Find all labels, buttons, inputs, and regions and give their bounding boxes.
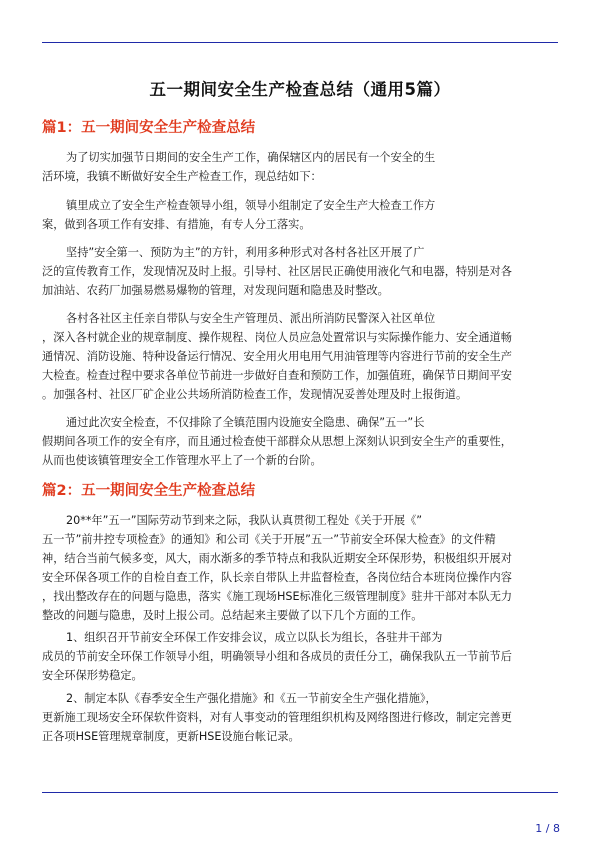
paragraph-8	[42, 689, 564, 746]
footer-rule	[42, 792, 558, 793]
section-heading-2: 篇2：五一期间安全生产检查总结	[42, 483, 256, 499]
paragraph-line: 泛的宣传教育工作，发现情况及时上报。引导村、社区居民正确使用液化气和电器，特别是对各	[42, 265, 512, 278]
page-number: 1 / 8	[535, 822, 560, 835]
paragraph-2	[42, 196, 564, 234]
paragraph-line: 活环境，我镇不断做好安全生产检查工作，现总结如下：	[42, 170, 322, 183]
paragraph-line: 坚持”安全第一、预防为主”的方针，利用多种形式对各村各社区开展了广	[66, 246, 425, 259]
paragraph-line: 从而也使该镇管理安全工作管理水平上了一个新的台阶。	[42, 454, 322, 467]
paragraph-line: ，找出整改存在的问题与隐患，落实《施工现场HSE标准化三级管理制度》驻井干部对本队无力	[42, 590, 513, 603]
paragraph-line: 案，做到各项工作有安排、有措施，有专人分工落实。	[42, 218, 311, 231]
paragraph-line: 整改的问题与隐患，及时上报公司。总结起来主要做了以下几个方面的工作。	[42, 609, 423, 622]
paragraph-line: 神，结合当前气候多变，风大，雨水渐多的季节特点和我队近期安全环保形势，积极组织开展对	[42, 552, 512, 565]
paragraph-line: 成员的节前安全环保工作领导小组，明确领导小组和各成员的责任分工，确保我队五一节前节后	[42, 650, 512, 663]
paragraph-7	[42, 628, 564, 685]
paragraph-line: 更新施工现场安全环保软件资料，对有人事变动的管理组织机构及网络图进行修改，制定完善更	[42, 711, 512, 724]
paragraph-line: 1、组织召开节前安全环保工作安排会议，成立以队长为组长，各驻井干部为	[66, 631, 443, 644]
paragraph-line: 假期间各项工作的安全有序，而且通过检查使干部群众从思想上深刻认识到安全生产的重要性，	[42, 435, 512, 448]
paragraph-line: 2、制定本队《春季安全生产强化措施》和《五一节前安全生产强化措施》，	[66, 692, 437, 705]
paragraph-6	[42, 511, 564, 625]
paragraph-line: 五一节”前井控专项检查》的通知》和公司《关于开展”五一”节前安全环保大检查》的文件精	[42, 533, 496, 546]
paragraph-4	[42, 309, 564, 404]
paragraph-line: ，深入各村就企业的规章制度、操作规程、岗位人员应急处置常识与实际操作能力、安全通道畅	[42, 331, 512, 344]
paragraph-line: 通过此次安全检查，不仅排除了全镇范围内设施安全隐患、确保”五一”长	[66, 416, 425, 429]
paragraph-line: 安全环保各项工作的自检自查工作，队长亲自带队上井监督检查，各岗位结合本班岗位操作内容	[42, 571, 512, 584]
paragraph-line: 加油站、农药厂加强易燃易爆物的管理，对发现问题和隐患及时整改。	[42, 284, 389, 297]
paragraph-3	[42, 243, 564, 300]
paragraph-line: 。加强各村、社区厂矿企业公共场所消防检查工作，发现情况妥善处理及时上报街道。	[42, 388, 468, 401]
paragraph-line: 通情况、消防设施、特种设备运行情况、安全用火用电用气用油管理等内容进行节前的安全生产	[42, 350, 512, 363]
paragraph-line: 各村各社区主任亲自带队与安全生产管理员、派出所消防民警深入社区单位	[66, 312, 436, 325]
section-heading-1: 篇1：五一期间安全生产检查总结	[42, 120, 256, 136]
paragraph-line: 安全环保形势稳定。	[42, 669, 143, 682]
document-title: 五一期间安全生产检查总结（通用5篇）	[149, 80, 451, 99]
paragraph-line: 大检查。检查过程中要求各单位节前进一步做好自查和预防工作，加强值班，确保节日期间平安	[42, 369, 512, 382]
paragraph-line: 20**年”五一”国际劳动节到来之际，我队认真贯彻工程处《关于开展《”	[66, 514, 423, 527]
paragraph-line: 镇里成立了安全生产检查领导小组，领导小组制定了安全生产大检查工作方	[66, 199, 436, 212]
header-rule	[42, 42, 558, 43]
paragraph-5	[42, 413, 564, 470]
paragraph-line: 正各项HSE管理规章制度，更新HSE设施台帐记录。	[42, 730, 300, 743]
paragraph-1	[42, 148, 564, 186]
paragraph-line: 为了切实加强节日期间的安全生产工作，确保辖区内的居民有一个安全的生	[66, 151, 436, 164]
